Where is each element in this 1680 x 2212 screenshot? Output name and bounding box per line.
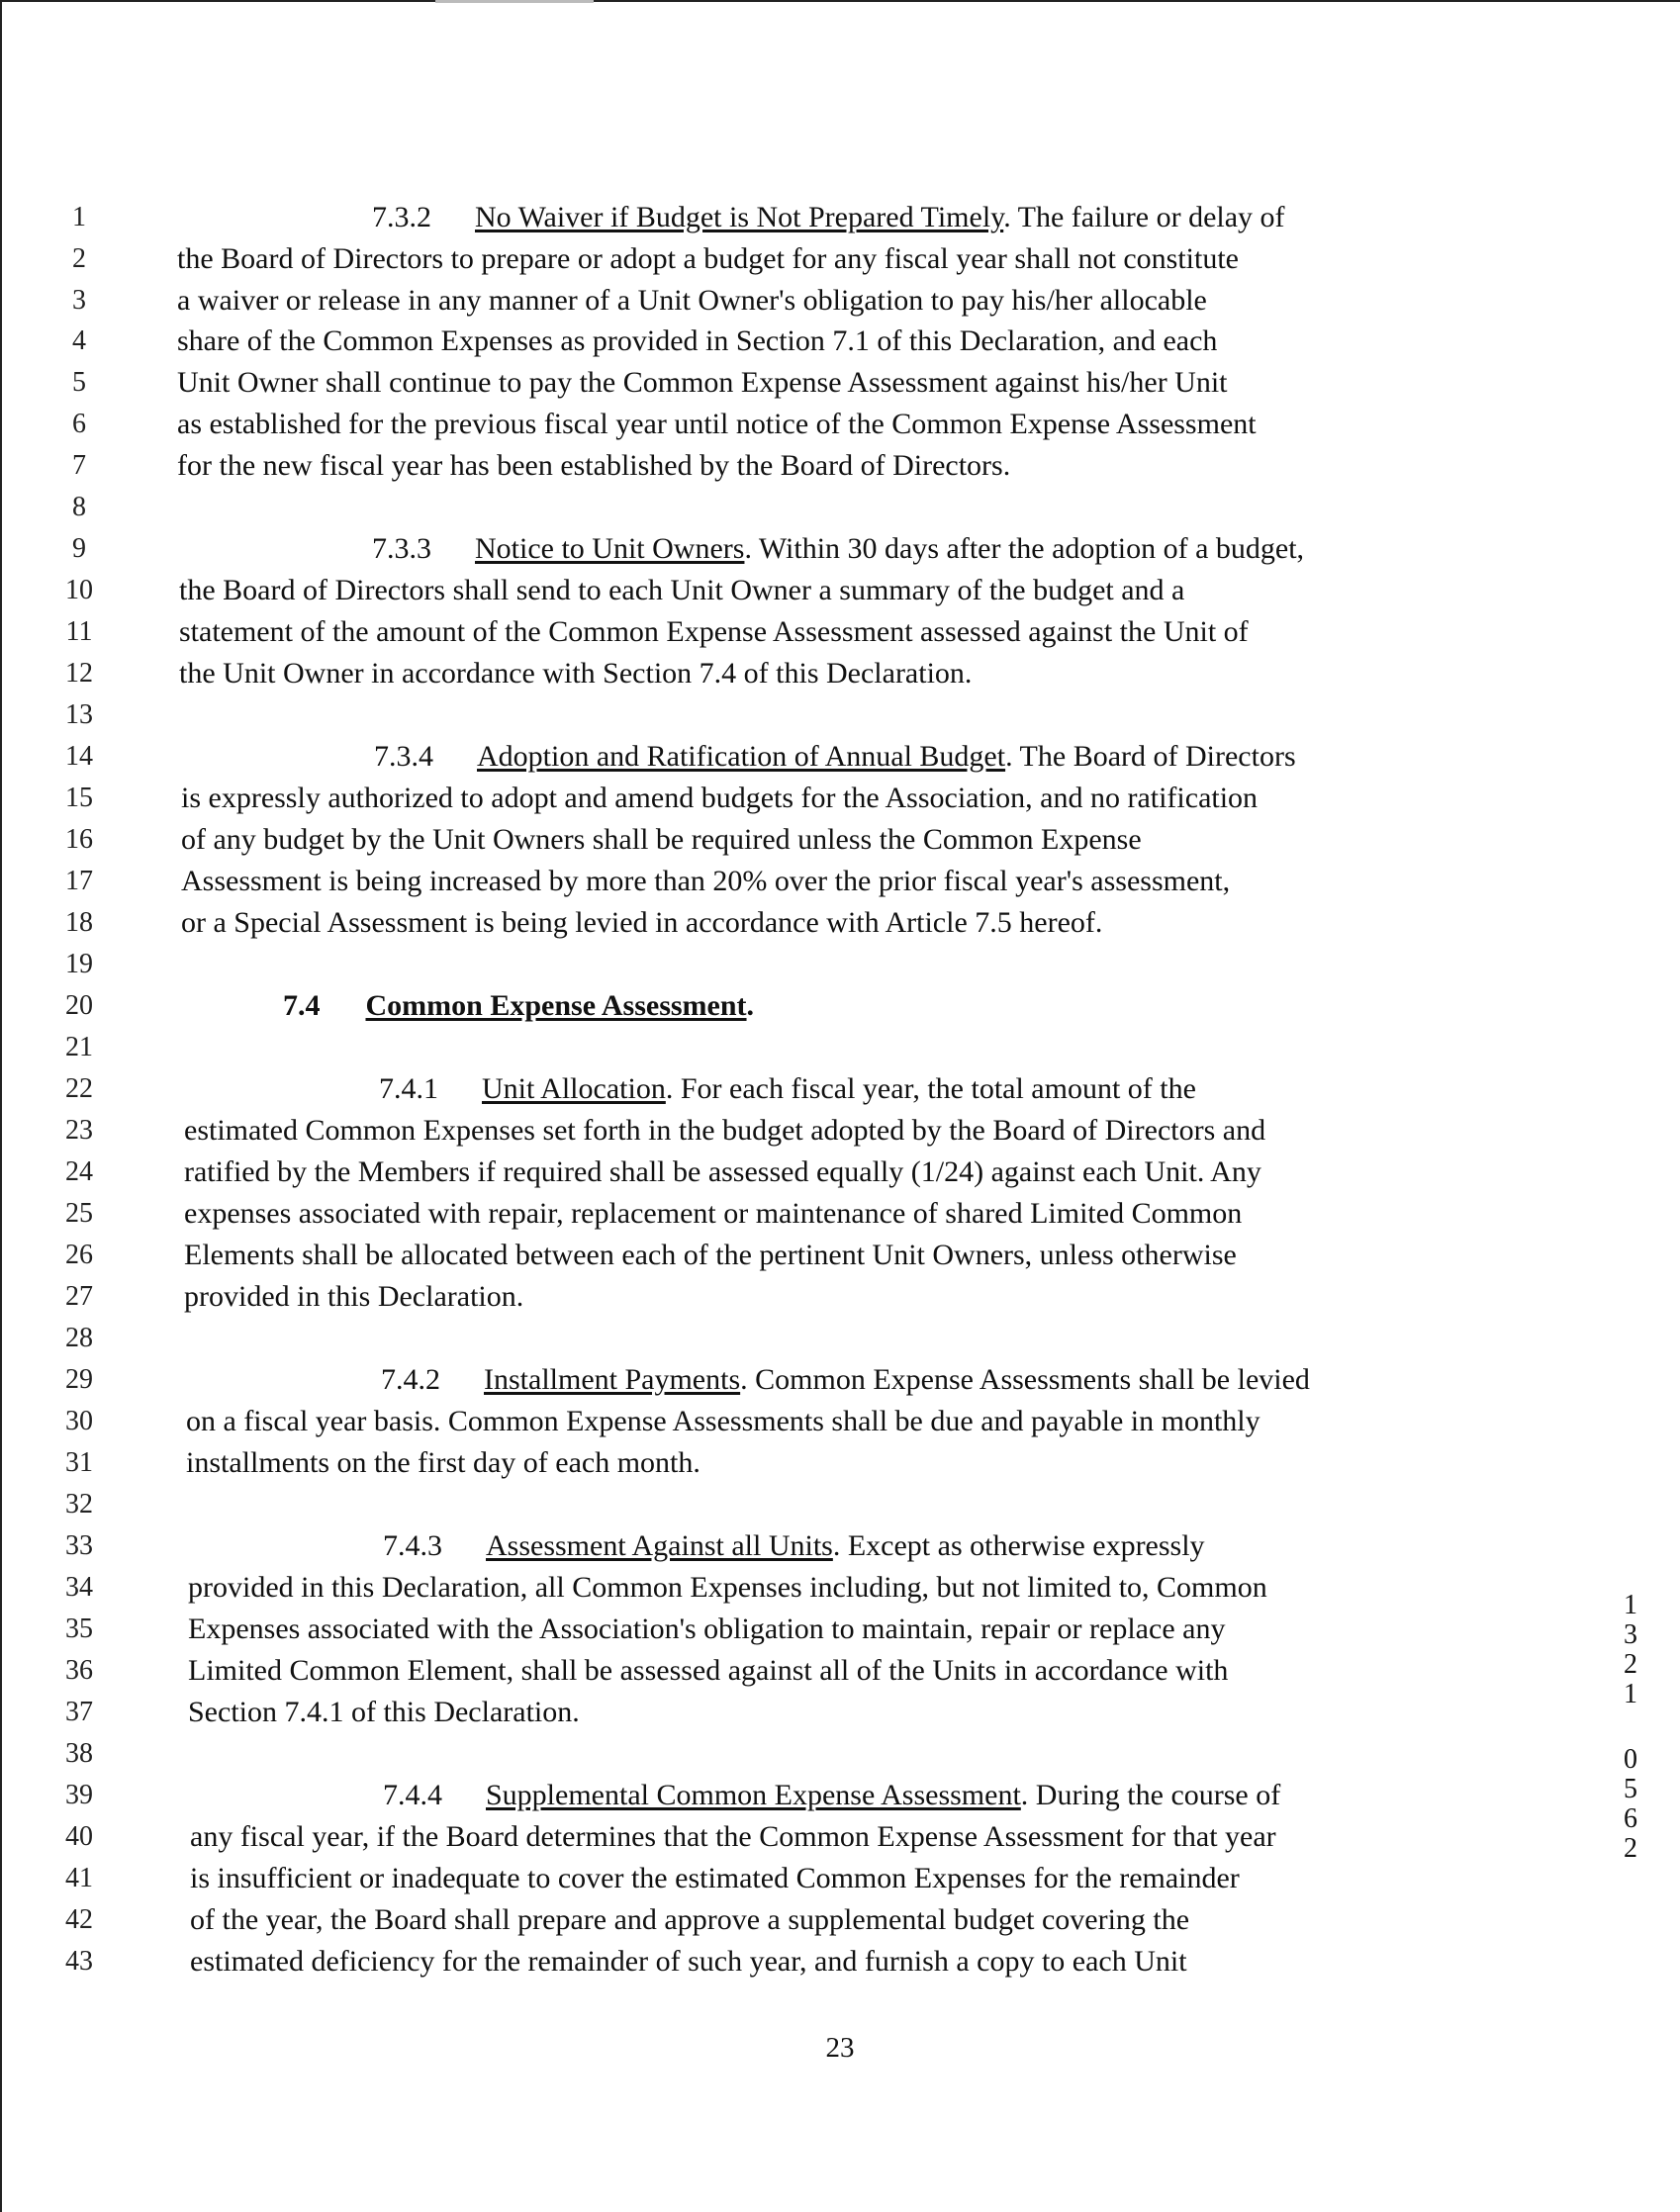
stamp-digit: 0 [1624,1744,1637,1775]
line-number: 27 [65,1281,93,1312]
section-first-line [372,532,1304,566]
line-number: 7 [72,450,86,481]
section-first-text: . During the course of [1020,1779,1281,1811]
line-number: 28 [65,1323,93,1353]
line-number: 4 [72,325,86,356]
line-number: 30 [65,1406,93,1436]
section-number: 7.4.4 [383,1779,442,1811]
section-title: Common Expense Assessment [365,989,747,1022]
section-first-text: . Except as otherwise expressly [832,1529,1205,1562]
section-number: 7.4 [283,989,321,1022]
body-line: installments on the first day of each month. [186,1446,700,1479]
body-line: a waiver or release in any manner of a Unit Owner's obligation to pay his/her allocable [177,284,1207,317]
stamp-digit: 2 [1624,1833,1637,1864]
stamp-book [1611,1591,1650,1709]
section-number: 7.3.3 [372,532,431,565]
stamp-page [1611,1745,1650,1864]
line-number: 26 [65,1240,93,1270]
section-title: Unit Allocation [482,1072,666,1105]
body-line: for the new fiscal year has been established by the Board of Directors. [177,449,1011,482]
line-number: 8 [72,492,86,522]
section-number: 7.4.3 [383,1529,442,1562]
line-number: 41 [65,1863,93,1893]
line-number: 14 [65,741,93,772]
body-line: any fiscal year, if the Board determines that the Common Expense Assessment for that year [190,1820,1276,1853]
body-line: on a fiscal year basis. Common Expense Assessments shall be due and payable in monthly [186,1405,1260,1437]
line-number: 38 [65,1738,93,1769]
section-first-line [383,1779,1280,1812]
line-number: 23 [65,1115,93,1146]
body-line: estimated Common Expenses set forth in the budget adopted by the Board of Directors and [184,1114,1266,1147]
section-first-text: . Within 30 days after the adoption of a budget, [744,532,1305,565]
section-first-line [372,201,1285,234]
body-line: estimated deficiency for the remainder of such year, and furnish a copy to each Unit [190,1945,1187,1978]
line-number: 24 [65,1156,93,1187]
section-first-line [374,740,1296,774]
line-number: 25 [65,1198,93,1229]
body-line: Unit Owner shall continue to pay the Common Expense Assessment against his/her Unit [177,366,1228,399]
line-number: 36 [65,1655,93,1686]
line-number: 11 [65,616,93,647]
stamp-digit: 3 [1624,1619,1637,1650]
body-line: provided in this Declaration. [184,1280,524,1313]
section-number: 7.3.2 [372,201,431,233]
heading-period: . [746,989,755,1022]
line-number: 10 [65,575,93,605]
section-first-line [381,1363,1310,1397]
stamp-digit: 6 [1624,1803,1637,1834]
line-number: 22 [65,1073,93,1104]
line-number: 31 [65,1447,93,1478]
line-number: 17 [65,866,93,896]
body-line: or a Special Assessment is being levied in accordance with Article 7.5 hereof. [181,906,1103,939]
body-line: Limited Common Element, shall be assessed against all of the Units in accordance with [188,1654,1229,1687]
recording-stamp [1611,1591,1650,1907]
line-number: 16 [65,824,93,855]
line-number: 6 [72,409,86,439]
line-number: 13 [65,699,93,730]
body-line: expenses associated with repair, replacement or maintenance of shared Limited Common [184,1197,1243,1230]
section-first-text: . For each fiscal year, the total amount of the [665,1072,1196,1105]
line-number: 2 [72,243,86,274]
line-number: 42 [65,1904,93,1935]
section-7-4-heading [283,989,754,1023]
line-number: 33 [65,1530,93,1561]
body-line: is insufficient or inadequate to cover the estimated Common Expenses for the remainder [190,1862,1240,1894]
body-line: the Board of Directors to prepare or adopt a budget for any fiscal year shall not constitute [177,242,1239,275]
line-number: 40 [65,1821,93,1852]
body-line: is expressly authorized to adopt and amend budgets for the Association, and no ratification [181,782,1259,814]
section-title: Installment Payments [484,1363,741,1396]
line-number: 39 [65,1780,93,1810]
section-title: Notice to Unit Owners [475,532,745,565]
section-first-text: . Common Expense Assessments shall be levied [740,1363,1310,1396]
scan-border-left [0,0,2,2212]
stamp-digit: 1 [1624,1590,1637,1620]
line-number: 9 [72,533,86,564]
section-title: Supplemental Common Expense Assessment [486,1779,1021,1811]
body-line: as established for the previous fiscal year until notice of the Common Expense Assessment [177,408,1257,440]
body-line: the Board of Directors shall send to each Unit Owner a summary of the budget and a [179,574,1185,606]
body-line: share of the Common Expenses as provided in Section 7.1 of this Declaration, and each [177,324,1218,357]
body-line: of any budget by the Unit Owners shall be required unless the Common Expense [181,823,1142,856]
section-number: 7.4.1 [379,1072,438,1105]
line-number: 15 [65,783,93,813]
body-line: statement of the amount of the Common Expense Assessment assessed against the Unit of [179,615,1249,648]
section-title: Assessment Against all Units [486,1529,833,1562]
section-number: 7.4.2 [381,1363,440,1396]
line-number: 3 [72,285,86,316]
body-line: Elements shall be allocated between each of the pertinent Unit Owners, unless otherwise [184,1239,1237,1271]
body-line: the Unit Owner in accordance with Section 7.4 of this Declaration. [179,657,973,690]
body-line: Assessment is being increased by more than 20% over the prior fiscal year's assessment, [181,865,1231,897]
section-number: 7.3.4 [374,740,433,773]
line-number: 43 [65,1946,93,1977]
line-number: 1 [72,202,86,232]
line-number: 18 [65,907,93,938]
scan-mark [435,0,594,3]
line-number: 34 [65,1572,93,1603]
body-line: ratified by the Members if required shall be assessed equally (1/24) against each Unit. Any [184,1155,1261,1188]
body-line: Section 7.4.1 of this Declaration. [188,1696,580,1728]
stamp-digit: 1 [1624,1679,1637,1709]
page-number: 23 [825,2032,855,2064]
stamp-digit: 5 [1624,1774,1637,1804]
stamp-digit: 2 [1624,1649,1637,1680]
section-title: No Waiver if Budget is Not Prepared Timely [475,201,1004,233]
body-line: Expenses associated with the Association's obligation to maintain, repair or replace any [188,1613,1226,1645]
line-number: 20 [65,990,93,1021]
line-number: 12 [65,658,93,689]
line-number: 32 [65,1489,93,1520]
line-number: 19 [65,949,93,979]
body-line: provided in this Declaration, all Common Expenses including, but not limited to, Common [188,1571,1267,1604]
section-title: Adoption and Ratification of Annual Budget [477,740,1006,773]
line-number: 37 [65,1697,93,1727]
body-line: of the year, the Board shall prepare and approve a supplemental budget covering the [190,1903,1190,1936]
section-first-line [383,1529,1205,1563]
line-number: 35 [65,1613,93,1644]
section-first-text: . The Board of Directors [1005,740,1296,773]
line-number: 5 [72,367,86,398]
scan-border-top [0,0,1680,2]
line-number: 21 [65,1032,93,1062]
line-number: 29 [65,1364,93,1395]
section-first-line [379,1072,1196,1106]
section-first-text: . The failure or delay of [1003,201,1285,233]
